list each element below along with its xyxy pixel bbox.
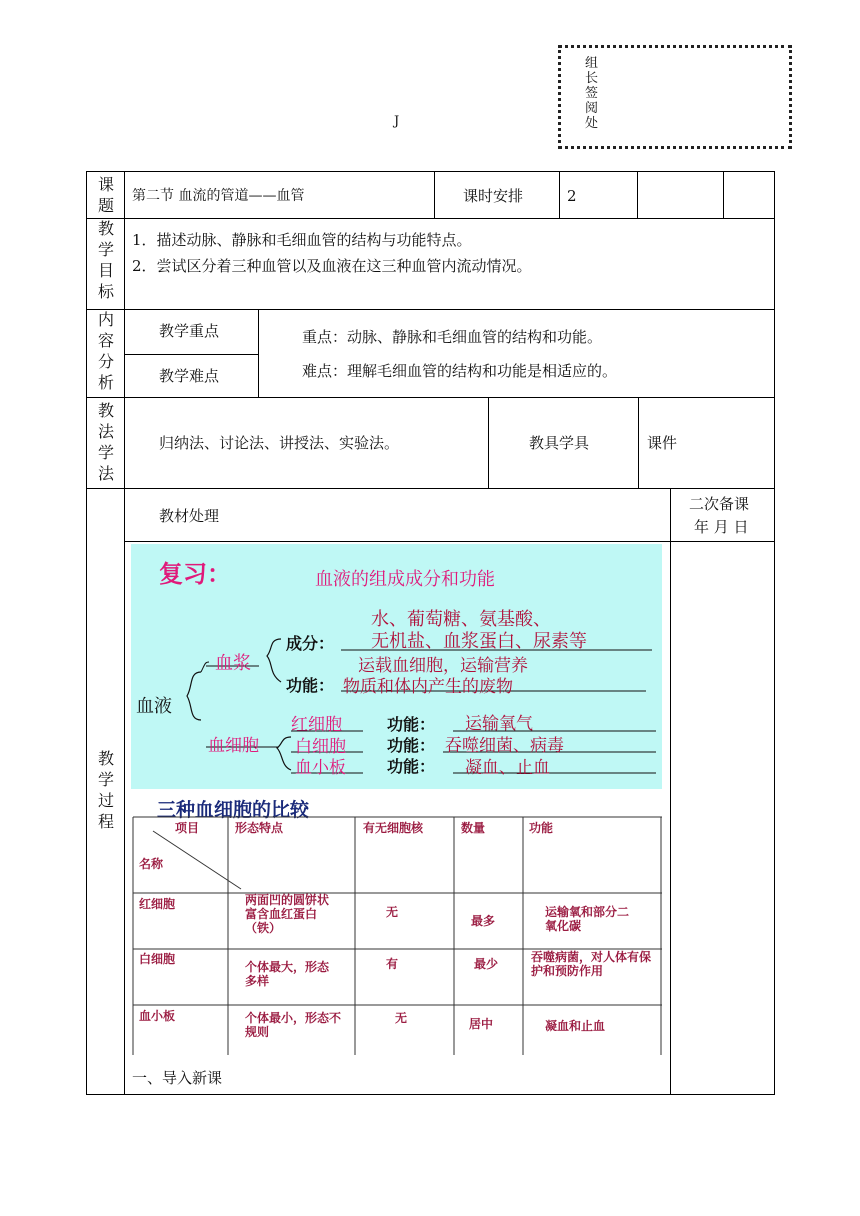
review-slide [131, 544, 662, 789]
analysis-label: 内容分析 [97, 310, 114, 392]
plasma-function-line-1: 运载血细胞，运输营养 [358, 656, 528, 676]
process-label: 教学过程 [97, 749, 114, 831]
topic-label: 课题 [97, 175, 114, 215]
platelet-function-label: 功能： [387, 757, 436, 776]
row-function-rbc: 运输氧和部分二氧化碳 [545, 905, 630, 933]
key-text: 重点：动脉、静脉和毛细血管的结构和功能。 [302, 328, 603, 346]
goal-2: 2．尝试区分着三种血管以及血液在这三种血管内流动情况。 [132, 257, 532, 275]
wbc-label: 白细胞 [295, 737, 346, 757]
component-line-2: 无机盐、血浆蛋白、尿素等 [371, 631, 587, 652]
header-nucleus: 有无细胞核 [363, 821, 424, 835]
comparison-title: 三种血细胞的比较 [157, 799, 310, 821]
row-name-platelet: 血小板 [139, 1009, 176, 1023]
material-label: 教材处理 [159, 507, 220, 525]
row-function-wbc: 吞噬病菌，对人体有保护和预防作用 [531, 950, 652, 978]
header-item: 项目 [175, 821, 200, 835]
methods-text: 归纳法、讨论法、讲授法、实验法。 [159, 434, 400, 452]
tools-label: 教具学具 [529, 434, 590, 452]
blood-label: 血液 [136, 696, 172, 717]
rbc-function: 运输氧气 [465, 714, 533, 734]
wbc-function: 吞噬细菌、病毒 [445, 736, 564, 756]
goals-label: 教学目标 [97, 219, 114, 301]
header-function: 功能 [529, 821, 554, 835]
tools-value: 课件 [647, 434, 678, 452]
row-nucleus-wbc: 有 [386, 957, 399, 971]
review-heading: 复习： [159, 560, 231, 588]
difficult-text: 难点：理解毛细血管的结构和功能是相适应的。 [302, 362, 618, 380]
row-name-rbc: 红细胞 [139, 897, 176, 911]
page-mark: J [394, 114, 400, 129]
row-count-rbc: 最多 [471, 914, 496, 928]
row-count-platelet: 居中 [469, 1017, 494, 1031]
rbc-function-label: 功能： [387, 715, 436, 734]
row-shape-wbc: 个体最大，形态多样 [245, 960, 330, 988]
key-label: 教学重点 [159, 322, 220, 340]
signature-box-label: 组长签阅处 [585, 56, 599, 131]
row-count-wbc: 最少 [474, 957, 499, 971]
header-count: 数量 [461, 821, 486, 835]
hours-label: 课时安排 [463, 187, 524, 205]
intro-heading: 一、导入新课 [132, 1069, 223, 1087]
comparison-table [131, 793, 662, 1055]
component-line-1: 水、葡萄糖、氨基酸、 [371, 609, 551, 630]
component-label: 成分： [286, 634, 335, 653]
wbc-function-label: 功能： [387, 736, 436, 755]
plasma-label: 血浆 [215, 653, 251, 674]
rbc-label: 红细胞 [291, 715, 342, 735]
methods-label: 教法学法 [97, 401, 114, 483]
header-name: 名称 [139, 857, 164, 871]
second-prep-label: 二次备课 [689, 495, 750, 513]
row-function-platelet: 凝血和止血 [545, 1019, 606, 1033]
row-nucleus-rbc: 无 [386, 905, 399, 919]
header-shape: 形态特点 [235, 821, 284, 835]
platelet-function: 凝血、止血 [465, 758, 550, 778]
platelet-label: 血小板 [295, 758, 346, 778]
plasma-function-label: 功能： [286, 676, 335, 695]
row-nucleus-platelet: 无 [395, 1011, 408, 1025]
plasma-function-line-2: 物质和体内产生的废物 [343, 677, 513, 697]
row-shape-platelet: 个体最小，形态不规则 [245, 1011, 342, 1039]
topic-text: 第二节 血流的管道——血管 [132, 188, 305, 204]
goal-1: 1．描述动脉、静脉和毛细血管的结构与功能特点。 [132, 231, 472, 249]
difficult-label: 教学难点 [159, 367, 220, 385]
review-title: 血液的组成成分和功能 [315, 569, 495, 590]
row-shape-rbc: 两面凹的圆饼状富含血红蛋白（铁） [245, 893, 330, 935]
date-label: 年 月 日 [694, 518, 749, 536]
signature-box [558, 45, 792, 149]
blood-cells-label: 血细胞 [208, 736, 259, 756]
hours-value: 2 [567, 187, 577, 205]
row-name-wbc: 白细胞 [139, 952, 176, 966]
